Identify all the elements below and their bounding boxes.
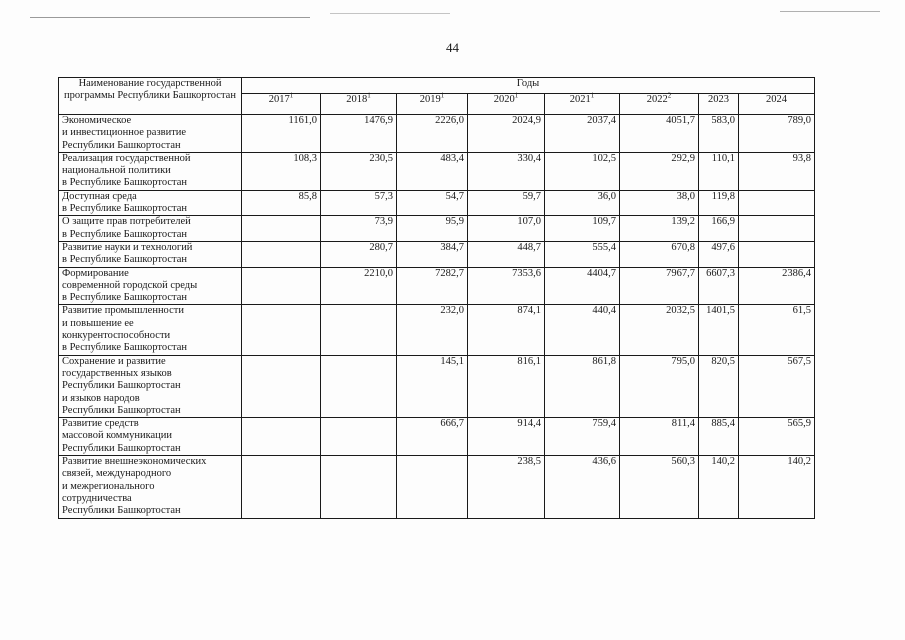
value-cell-2022: 139,2 xyxy=(620,216,699,242)
value-cell-2024 xyxy=(739,190,815,216)
year-header-2018 xyxy=(321,91,397,115)
year-label: 2020 xyxy=(493,94,515,105)
value-cell-2024: 93,8 xyxy=(739,152,815,190)
value-cell-2021: 36,0 xyxy=(545,190,620,216)
value-cell-2018: 1476,9 xyxy=(321,115,397,153)
value-cell-2021: 102,5 xyxy=(545,152,620,190)
year-label: 2022 xyxy=(646,94,668,105)
program-name: Развитие внешнеэкономических связей, международного и межрегионального сотрудничества Республики Башкортостан xyxy=(59,456,242,518)
value-cell-2022: 4051,7 xyxy=(620,115,699,153)
value-cell-2022: 38,0 xyxy=(620,190,699,216)
value-cell-2024 xyxy=(739,241,815,267)
table-row xyxy=(59,267,815,305)
value-cell-2021: 861,8 xyxy=(545,355,620,417)
value-cell-2017 xyxy=(242,241,321,267)
table-row xyxy=(59,355,815,417)
year-label: 2017 xyxy=(268,94,290,105)
value-cell-2020: 2024,9 xyxy=(468,115,545,153)
year-label: 2023 xyxy=(708,94,729,105)
value-cell-2020: 59,7 xyxy=(468,190,545,216)
value-cell-2018: 2210,0 xyxy=(321,267,397,305)
value-cell-2017 xyxy=(242,418,321,456)
value-cell-2019: 145,1 xyxy=(397,355,468,417)
scan-artifact-line xyxy=(30,17,310,18)
program-name: Экономическое и инвестиционное развитие Республики Башкортостан xyxy=(59,115,242,153)
value-cell-2018: 57,3 xyxy=(321,190,397,216)
table-body xyxy=(59,115,815,519)
value-cell-2018 xyxy=(321,355,397,417)
footnote-marker: 1 xyxy=(440,91,445,100)
value-cell-2019 xyxy=(397,456,468,518)
value-cell-2020: 238,5 xyxy=(468,456,545,518)
value-cell-2023: 583,0 xyxy=(699,115,739,153)
year-header-2019 xyxy=(397,91,468,115)
value-cell-2020: 874,1 xyxy=(468,305,545,355)
value-cell-2018: 73,9 xyxy=(321,216,397,242)
years-header: Годы xyxy=(242,78,815,94)
program-name: Развитие науки и технологий в Республике Башкортостан xyxy=(59,241,242,267)
value-cell-2023: 119,8 xyxy=(699,190,739,216)
value-cell-2023: 110,1 xyxy=(699,152,739,190)
footnote-marker: 1 xyxy=(514,91,519,100)
year-header-2022 xyxy=(620,91,699,115)
value-cell-2024: 140,2 xyxy=(739,456,815,518)
year-header-2024 xyxy=(739,94,815,115)
value-cell-2022: 560,3 xyxy=(620,456,699,518)
footnote-marker: 1 xyxy=(590,91,595,100)
value-cell-2020: 330,4 xyxy=(468,152,545,190)
table-row xyxy=(59,305,815,355)
year-header-2021 xyxy=(545,91,620,115)
scan-artifact-line xyxy=(780,11,880,12)
table-row xyxy=(59,115,815,153)
program-name: Сохранение и развитие государственных языков Республики Башкортостан и языков народов Республики Башкортостан xyxy=(59,355,242,417)
value-cell-2021: 436,6 xyxy=(545,456,620,518)
value-cell-2021: 440,4 xyxy=(545,305,620,355)
value-cell-2022: 7967,7 xyxy=(620,267,699,305)
value-cell-2017 xyxy=(242,267,321,305)
value-cell-2018: 230,5 xyxy=(321,152,397,190)
footnote-marker: 2 xyxy=(667,91,672,100)
value-cell-2017: 1161,0 xyxy=(242,115,321,153)
page-number: 44 xyxy=(446,40,459,55)
year-header-2017 xyxy=(242,91,321,115)
program-name: Доступная среда в Республике Башкортостан xyxy=(59,190,242,216)
table-row xyxy=(59,456,815,518)
program-name: Развитие средств массовой коммуникации Республики Башкортостан xyxy=(59,418,242,456)
name-column-header: Наименование государственной программы Республики Башкортостан xyxy=(59,78,242,115)
table-row xyxy=(59,190,815,216)
value-cell-2017 xyxy=(242,456,321,518)
value-cell-2022: 811,4 xyxy=(620,418,699,456)
value-cell-2020: 107,0 xyxy=(468,216,545,242)
value-cell-2023: 497,6 xyxy=(699,241,739,267)
value-cell-2023: 140,2 xyxy=(699,456,739,518)
program-name: Реализация государственной национальной политики в Республике Башкортостан xyxy=(59,152,242,190)
value-cell-2021: 2037,4 xyxy=(545,115,620,153)
value-cell-2022: 795,0 xyxy=(620,355,699,417)
value-cell-2019: 384,7 xyxy=(397,241,468,267)
programs-table xyxy=(58,77,815,519)
value-cell-2018: 280,7 xyxy=(321,241,397,267)
value-cell-2024: 789,0 xyxy=(739,115,815,153)
value-cell-2024: 2386,4 xyxy=(739,267,815,305)
value-cell-2017: 108,3 xyxy=(242,152,321,190)
value-cell-2018 xyxy=(321,305,397,355)
value-cell-2022: 292,9 xyxy=(620,152,699,190)
value-cell-2019: 232,0 xyxy=(397,305,468,355)
scan-artifact-line xyxy=(330,13,450,14)
year-label: 2024 xyxy=(766,94,787,105)
value-cell-2023: 166,9 xyxy=(699,216,739,242)
value-cell-2020: 914,4 xyxy=(468,418,545,456)
table-row xyxy=(59,418,815,456)
value-cell-2022: 2032,5 xyxy=(620,305,699,355)
value-cell-2020: 448,7 xyxy=(468,241,545,267)
table-row xyxy=(59,152,815,190)
table-row xyxy=(59,241,815,267)
program-name: Развитие промышленности и повышение ее конкурентоспособности в Республике Башкортостан xyxy=(59,305,242,355)
table-row xyxy=(59,216,815,242)
program-name: Формирование современной городской среды в Республике Башкортостан xyxy=(59,267,242,305)
value-cell-2019: 95,9 xyxy=(397,216,468,242)
value-cell-2019: 666,7 xyxy=(397,418,468,456)
value-cell-2018 xyxy=(321,456,397,518)
value-cell-2020: 816,1 xyxy=(468,355,545,417)
value-cell-2022: 670,8 xyxy=(620,241,699,267)
year-label: 2018 xyxy=(346,94,368,105)
value-cell-2021: 555,4 xyxy=(545,241,620,267)
value-cell-2021: 759,4 xyxy=(545,418,620,456)
value-cell-2023: 885,4 xyxy=(699,418,739,456)
value-cell-2017 xyxy=(242,305,321,355)
value-cell-2019: 2226,0 xyxy=(397,115,468,153)
footnote-marker: 1 xyxy=(367,91,371,100)
value-cell-2017 xyxy=(242,216,321,242)
value-cell-2023: 6607,3 xyxy=(699,267,739,305)
value-cell-2021: 109,7 xyxy=(545,216,620,242)
value-cell-2024: 565,9 xyxy=(739,418,815,456)
value-cell-2023: 820,5 xyxy=(699,355,739,417)
value-cell-2019: 7282,7 xyxy=(397,267,468,305)
value-cell-2023: 1401,5 xyxy=(699,305,739,355)
footnote-marker: 1 xyxy=(289,91,294,100)
value-cell-2017: 85,8 xyxy=(242,190,321,216)
value-cell-2024: 61,5 xyxy=(739,305,815,355)
value-cell-2021: 4404,7 xyxy=(545,267,620,305)
program-name: О защите прав потребителей в Республике Башкортостан xyxy=(59,216,242,242)
year-header-2020 xyxy=(468,91,545,115)
value-cell-2024 xyxy=(739,216,815,242)
value-cell-2019: 483,4 xyxy=(397,152,468,190)
year-label: 2021 xyxy=(569,94,591,105)
value-cell-2019: 54,7 xyxy=(397,190,468,216)
value-cell-2018 xyxy=(321,418,397,456)
value-cell-2020: 7353,6 xyxy=(468,267,545,305)
year-label: 2019 xyxy=(419,94,441,105)
value-cell-2024: 567,5 xyxy=(739,355,815,417)
year-header-2023 xyxy=(699,94,739,115)
value-cell-2017 xyxy=(242,355,321,417)
